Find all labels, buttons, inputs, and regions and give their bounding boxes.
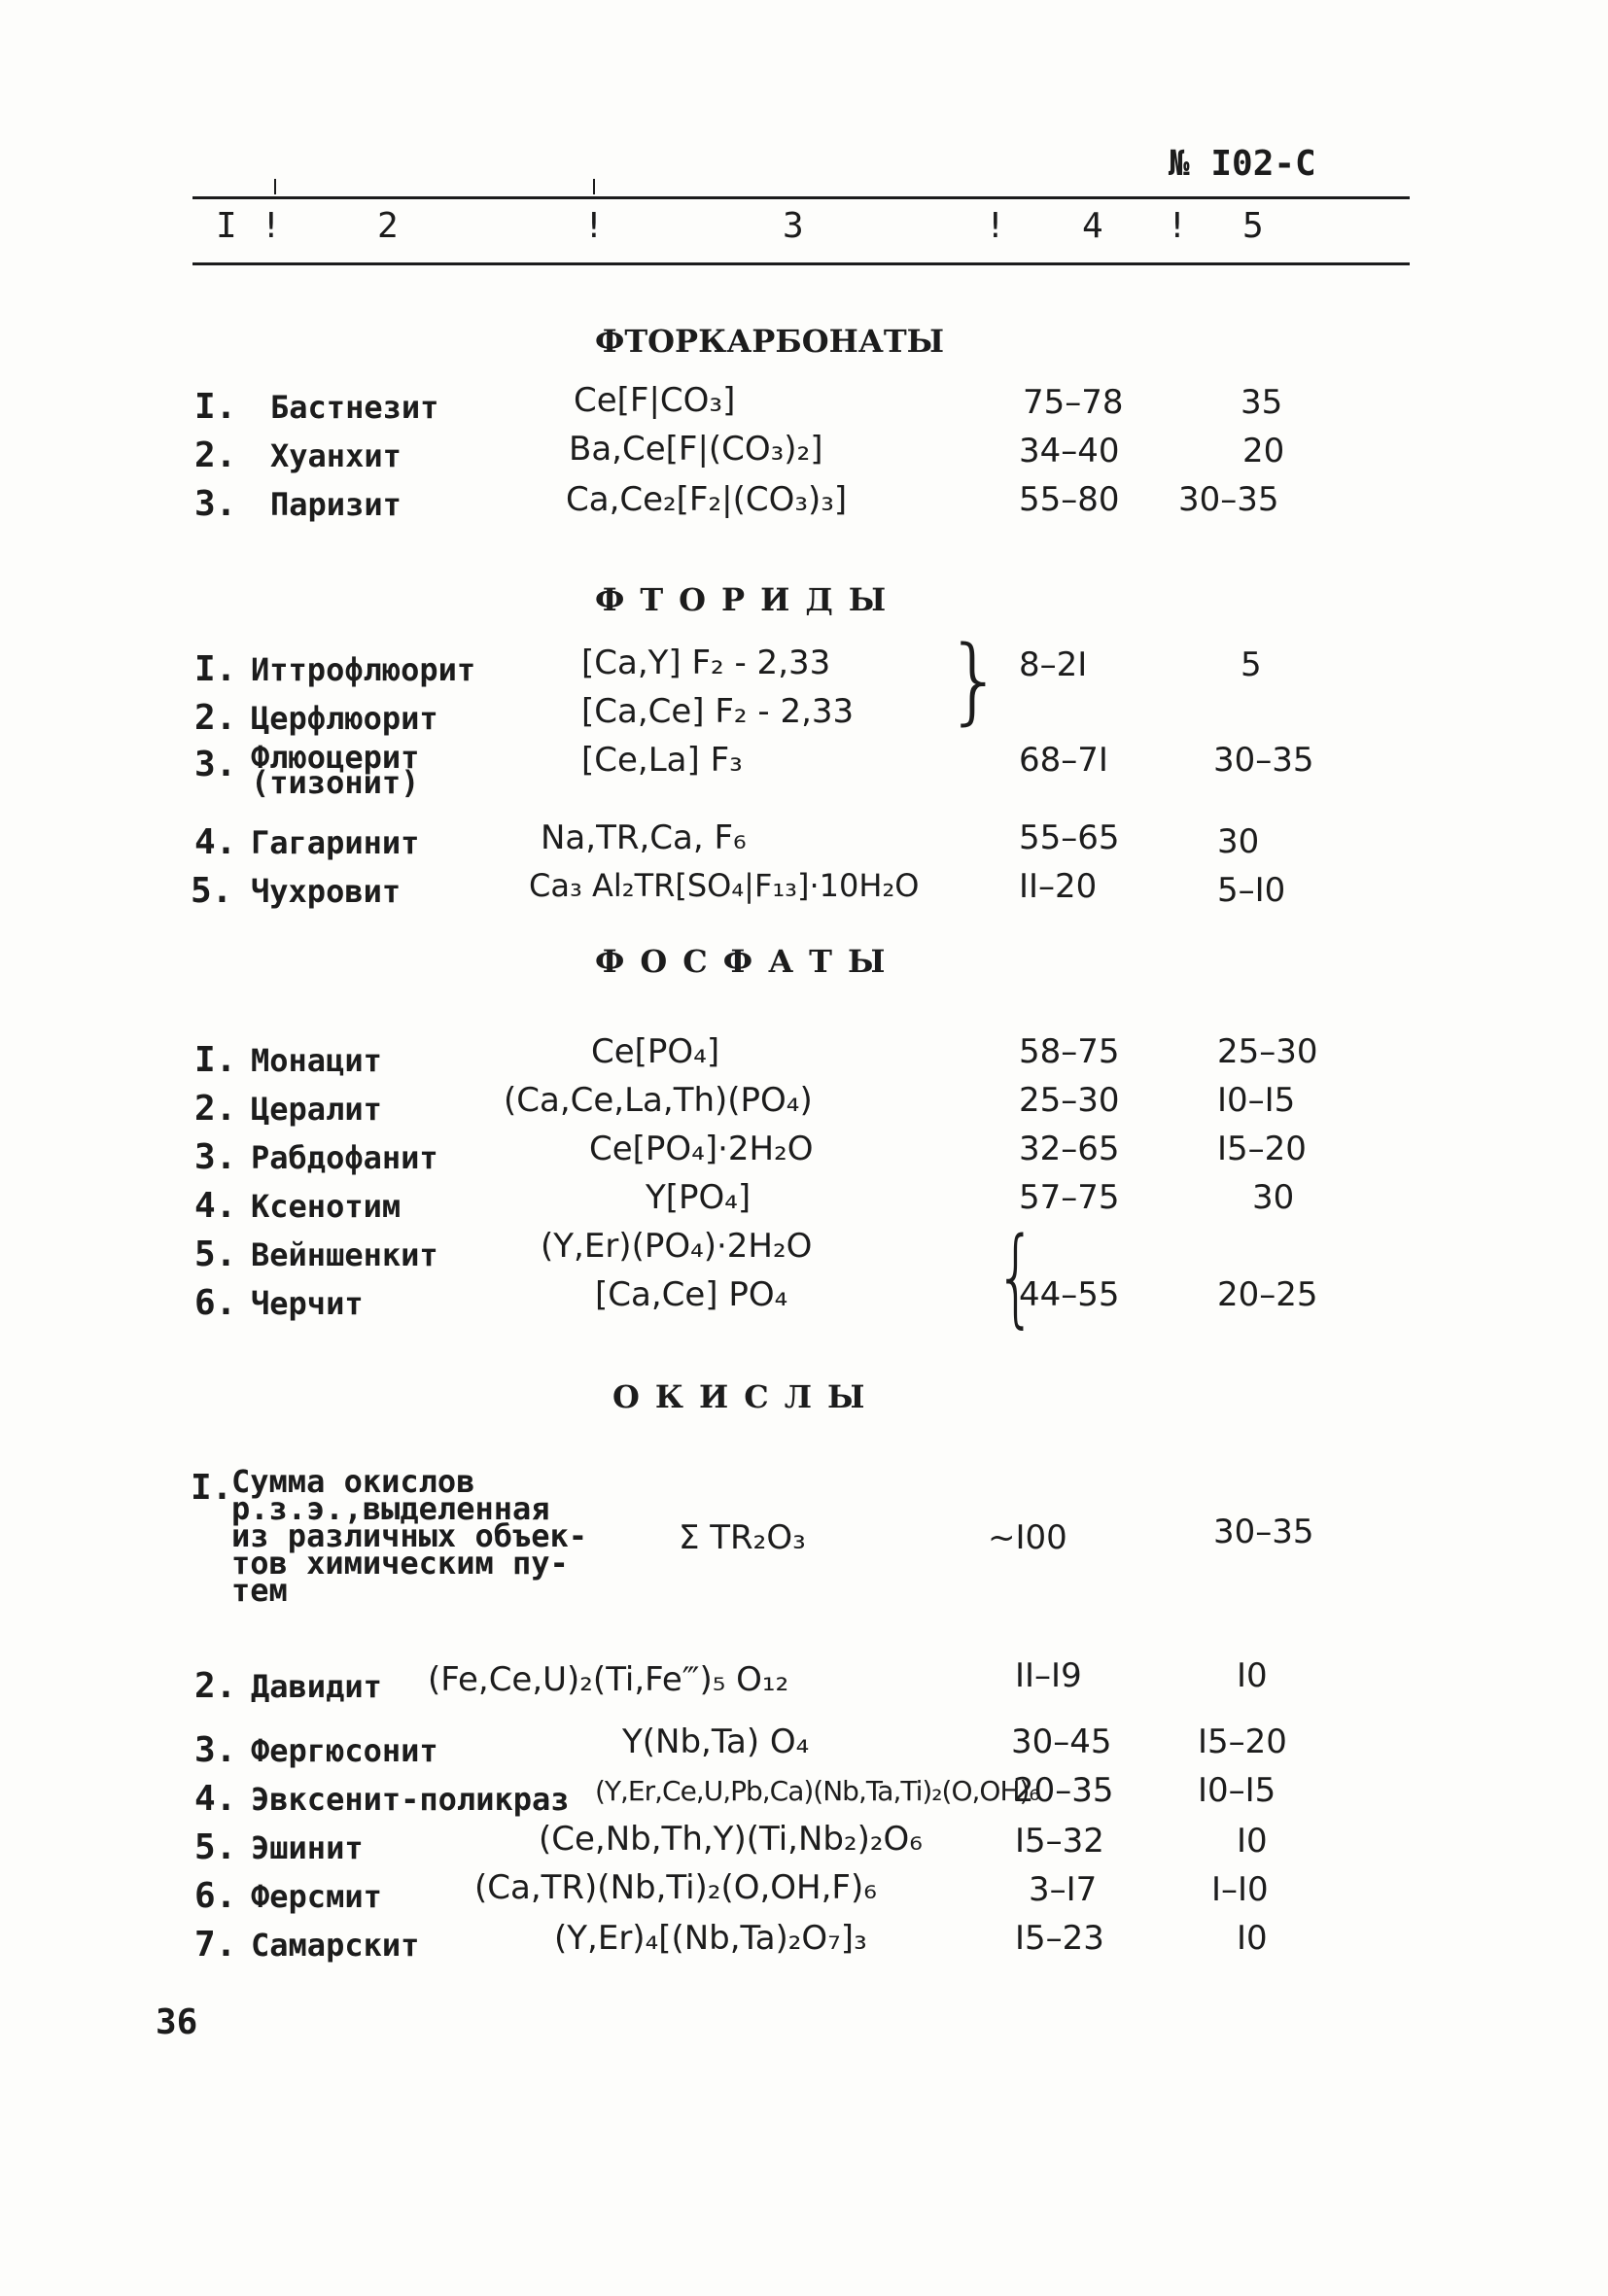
row-number: 6. bbox=[194, 1283, 237, 1323]
mineral-name: Черчит bbox=[251, 1285, 364, 1322]
column-4-value: 32–65 bbox=[1019, 1130, 1120, 1168]
column-5-value: I5–20 bbox=[1198, 1722, 1287, 1761]
mineral-formula: (Y,Er)₄[(Nb,Ta)₂O₇]₃ bbox=[554, 1919, 867, 1958]
mineral-formula: Ce[PO₄]·2H₂O bbox=[589, 1130, 814, 1168]
mineral-formula: Y(Nb,Ta) O₄ bbox=[622, 1722, 810, 1761]
column-number: 2 bbox=[377, 206, 399, 246]
column-5-value: I0–I5 bbox=[1217, 1081, 1296, 1120]
row-number: 5. bbox=[191, 871, 233, 911]
mineral-name: Давидит bbox=[251, 1668, 382, 1705]
row-number: 6. bbox=[194, 1876, 237, 1916]
row-number: 2. bbox=[194, 435, 237, 475]
mineral-name: Паризит bbox=[270, 486, 402, 523]
mineral-name: Ферсмит bbox=[251, 1878, 382, 1915]
column-4-value: ~I00 bbox=[988, 1518, 1067, 1557]
column-5-value: 30–35 bbox=[1213, 1513, 1314, 1551]
section-title-fluorides: ФТОРИДЫ bbox=[595, 581, 902, 618]
mineral-formula: [Ca,Y] F₂ - 2,33 bbox=[581, 644, 831, 682]
section-title-fluorocarbonates: ФТОРКАРБОНАТЫ bbox=[595, 323, 945, 360]
row-number: I. bbox=[194, 387, 237, 427]
row-number: 3. bbox=[194, 484, 237, 524]
mineral-formula: [Ca,Ce] F₂ - 2,33 bbox=[581, 692, 855, 731]
column-5-value: I0 bbox=[1237, 1822, 1268, 1861]
row-number: I. bbox=[191, 1468, 233, 1508]
column-4-value: 30–45 bbox=[1011, 1722, 1112, 1761]
mineral-formula: (Ce,Nb,Th,Y)(Ti,Nb₂)₂O₆ bbox=[539, 1820, 923, 1859]
column-4-value: 58–75 bbox=[1019, 1032, 1120, 1071]
mineral-formula: Ca,Ce₂[F₂|(CO₃)₃] bbox=[566, 480, 848, 519]
column-number: 5 bbox=[1242, 206, 1264, 246]
column-4-value: II–20 bbox=[1019, 867, 1098, 906]
mineral-formula: Ca₃ Al₂TR[SO₄|F₁₃]·10H₂O bbox=[529, 867, 920, 904]
column-5-value: 30 bbox=[1252, 1178, 1295, 1217]
mineral-name: Гагаринит bbox=[251, 824, 420, 861]
mineral-name: Эвксенит-поликраз bbox=[251, 1781, 570, 1818]
mineral-formula: [Ce,La] F₃ bbox=[581, 741, 743, 780]
column-separator: ! bbox=[583, 206, 605, 246]
row-number: 2. bbox=[194, 698, 237, 738]
column-4-value: 68–7I bbox=[1019, 741, 1108, 780]
mineral-name: Рабдофанит bbox=[251, 1139, 438, 1176]
column-5-value: 20 bbox=[1242, 432, 1285, 470]
column-4-value: 20–35 bbox=[1013, 1771, 1114, 1810]
row-number: 3. bbox=[194, 745, 237, 784]
left-brace: { bbox=[996, 1214, 1036, 1339]
column-5-value: 25–30 bbox=[1217, 1032, 1318, 1071]
mineral-formula: (Ca,Ce,La,Th)(PO₄) bbox=[504, 1081, 813, 1120]
section-title-oxides: ОКИСЛЫ bbox=[612, 1378, 881, 1415]
mineral-name: Иттрофлюорит bbox=[251, 651, 476, 688]
column-4-value: 44–55 bbox=[1019, 1275, 1120, 1314]
column-4-value: 8–2I bbox=[1019, 645, 1088, 684]
mineral-formula: [Ca,Ce] PO₄ bbox=[595, 1275, 788, 1314]
column-4-value: 75–78 bbox=[1023, 383, 1124, 422]
column-5-value: 20–25 bbox=[1217, 1275, 1318, 1314]
column-4-value: II–I9 bbox=[1015, 1656, 1082, 1695]
column-5-value: 30–35 bbox=[1213, 741, 1314, 780]
column-5-value: I0 bbox=[1237, 1656, 1268, 1695]
right-brace: } bbox=[945, 626, 1005, 735]
row-number: I. bbox=[194, 649, 237, 689]
mineral-name: Ксенотим bbox=[251, 1188, 402, 1225]
column-4-value: 55–80 bbox=[1019, 480, 1120, 519]
column-5-value: 5–I0 bbox=[1217, 871, 1286, 910]
column-separator: ! bbox=[985, 206, 1006, 246]
column-4-value: 34–40 bbox=[1019, 432, 1120, 470]
column-tick bbox=[593, 179, 595, 194]
column-5-value: I–I0 bbox=[1211, 1870, 1269, 1909]
column-5-value: 5 bbox=[1241, 645, 1262, 684]
mineral-formula: Ba,Ce[F|(CO₃)₂] bbox=[569, 430, 823, 469]
mineral-name: Бастнезит bbox=[270, 389, 439, 426]
column-5-value: 30 bbox=[1217, 822, 1260, 861]
column-4-value: 55–65 bbox=[1019, 818, 1120, 857]
column-5-value: 30–35 bbox=[1178, 480, 1279, 519]
mineral-name: Самарскит bbox=[251, 1927, 420, 1964]
column-4-value: 3–I7 bbox=[1029, 1870, 1098, 1909]
column-number: I bbox=[216, 206, 237, 246]
row-number: 3. bbox=[194, 1137, 237, 1177]
mineral-formula: Y[PO₄] bbox=[646, 1178, 752, 1217]
mineral-name: Вейншенкит bbox=[251, 1236, 438, 1273]
row-number: 3. bbox=[194, 1730, 237, 1770]
mineral-name: Фергюсонит bbox=[251, 1732, 438, 1769]
mineral-name: Чухровит bbox=[251, 873, 402, 910]
header-top-rule bbox=[192, 196, 1410, 199]
row-number: 5. bbox=[194, 1827, 237, 1867]
column-5-value: I0 bbox=[1237, 1919, 1268, 1958]
mineral-name: Церфлюорит bbox=[251, 700, 438, 737]
page-number: 36 bbox=[156, 2002, 198, 2042]
column-number: 3 bbox=[783, 206, 804, 246]
column-4-value: I5–32 bbox=[1015, 1822, 1104, 1861]
column-4-value: 25–30 bbox=[1019, 1081, 1120, 1120]
column-number: 4 bbox=[1082, 206, 1103, 246]
column-separator: ! bbox=[1167, 206, 1188, 246]
section-title-phosphates: ФОСФАТЫ bbox=[595, 943, 901, 980]
row-number: 7. bbox=[194, 1925, 237, 1965]
row-number: I. bbox=[194, 1040, 237, 1080]
mineral-name: Хуанхит bbox=[270, 437, 402, 474]
mineral-name: Флюоцерит (тизонит) bbox=[251, 739, 420, 801]
row-number: 2. bbox=[194, 1666, 237, 1706]
row-number: 2. bbox=[194, 1089, 237, 1129]
mineral-name: Эшинит bbox=[251, 1829, 364, 1866]
column-4-value: 57–75 bbox=[1019, 1178, 1120, 1217]
column-4-value: I5–23 bbox=[1015, 1919, 1104, 1958]
mineral-formula: (Ca,TR)(Nb,Ti)₂(O,OH,F)₆ bbox=[474, 1868, 877, 1907]
row-number: 4. bbox=[194, 1186, 237, 1226]
column-tick bbox=[274, 179, 276, 194]
mineral-formula: (Y,Er,Ce,U,Pb,Ca)(Nb,Ta,Ti)₂(O,OH)₆ bbox=[595, 1775, 1039, 1807]
column-separator: ! bbox=[261, 206, 282, 246]
column-5-value: I0–I5 bbox=[1198, 1771, 1276, 1810]
mineral-name: Сумма окислов р.з.э.,выделенная из различных объек- тов химическим пу- тем bbox=[231, 1463, 588, 1609]
mineral-formula: Ce[F|CO₃] bbox=[574, 381, 736, 420]
mineral-formula: (Y,Er)(PO₄)·2H₂O bbox=[541, 1227, 813, 1266]
mineral-formula: (Fe,Ce,U)₂(Ti,Fe‴)₅ O₁₂ bbox=[428, 1660, 789, 1699]
row-number: 4. bbox=[194, 822, 237, 862]
row-number: 4. bbox=[194, 1779, 237, 1819]
column-5-value: I5–20 bbox=[1217, 1130, 1307, 1168]
mineral-formula: Ce[PO₄] bbox=[591, 1032, 720, 1071]
header-bottom-rule bbox=[192, 262, 1410, 265]
mineral-name: Монацит bbox=[251, 1042, 382, 1079]
row-number: 5. bbox=[194, 1235, 237, 1274]
document-number: № I02-С bbox=[1169, 144, 1316, 184]
column-5-value: 35 bbox=[1241, 383, 1283, 422]
mineral-formula: Σ TR₂O₃ bbox=[679, 1518, 806, 1557]
mineral-formula: Na,TR,Ca, F₆ bbox=[541, 818, 747, 857]
mineral-name: Церaлит bbox=[251, 1091, 382, 1128]
